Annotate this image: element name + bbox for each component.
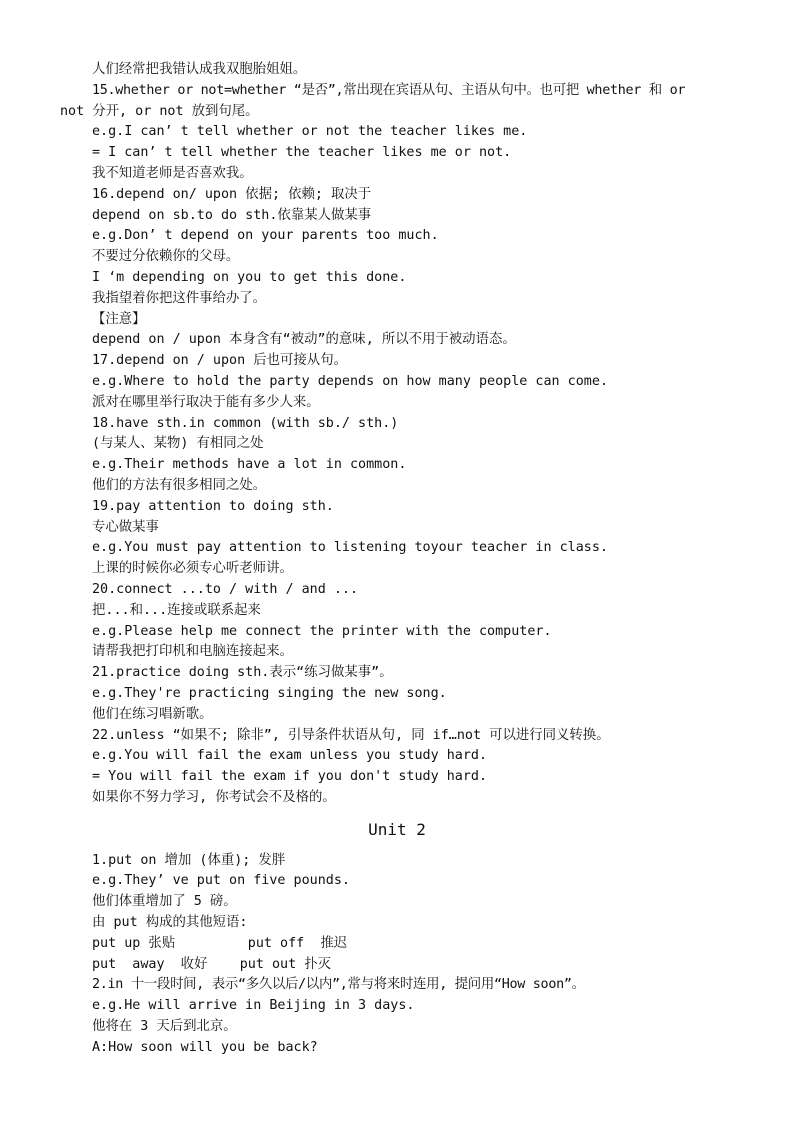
text-line: 上课的时候你必须专心听老师讲。 <box>92 561 293 577</box>
text-line: 派对在哪里举行取决于能有多少人来。 <box>92 394 320 410</box>
text-line: 2.in 十一段时间, 表示“多久以后/以内”,常与将来时连用, 提问用“How soon”。 <box>92 977 585 993</box>
text-line: depend on sb.to do sth.依靠某人做某事 <box>92 207 372 223</box>
text-line: 16.depend on/ upon 依据; 依赖; 取决于 <box>92 186 372 202</box>
text-line: 专心做某事 <box>92 519 159 535</box>
text-line: = You will fail the exam if you don't study hard. <box>92 769 488 785</box>
text-line: e.g.Where to hold the party depends on how many people can come. <box>92 373 608 389</box>
document-body <box>0 60 794 1059</box>
text-line: not 分开, or not 放到句尾。 <box>60 103 259 119</box>
text-line: e.g.Don’ t depend on your parents too much. <box>92 228 439 244</box>
text-line: 不要过分依赖你的父母。 <box>92 249 240 265</box>
text-line: e.g.They're practicing singing the new song. <box>92 685 447 701</box>
text-line: e.g.You must pay attention to listening toyour teacher in class. <box>92 540 608 556</box>
text-line: (与某人、某物) 有相同之处 <box>92 436 264 452</box>
text-line: put up 张贴 put off 推迟 <box>92 935 348 951</box>
text-line: 我不知道老师是否喜欢我。 <box>92 165 253 181</box>
text-line: 20.connect ...to / with / and ... <box>92 581 359 597</box>
text-line: e.g.You will fail the exam unless you study hard. <box>92 748 488 764</box>
text-line: 由 put 构成的其他短语: <box>92 915 248 931</box>
text-line: A:How soon will you be back? <box>92 1039 318 1055</box>
text-line: 15.whether or not=whether “是否”,常出现在宾语从句、主语从句中。也可把 whether 和 or <box>92 82 686 98</box>
text-line: 21.practice doing sth.表示“练习做某事”。 <box>92 665 393 681</box>
text-line: e.g.Their methods have a lot in common. <box>92 457 407 473</box>
text-line: 19.pay attention to doing sth. <box>92 498 334 514</box>
text-line: 把...和...连接或联系起来 <box>92 602 261 618</box>
section-heading: Unit 2 <box>368 819 426 839</box>
text-line: depend on / upon 本身含有“被动”的意味, 所以不用于被动语态。 <box>92 332 516 348</box>
text-line: 22.unless “如果不; 除非”, 引导条件状语从句, 同 if…not 可以进行同义转换。 <box>92 727 610 743</box>
text-line: 如果你不努力学习, 你考试会不及格的。 <box>92 789 336 805</box>
text-line: 人们经常把我错认成我双胞胎姐姐。 <box>92 62 307 77</box>
text-line: e.g.I can’ t tell whether or not the teacher likes me. <box>92 124 528 140</box>
text-line: e.g.Please help me connect the printer with the computer. <box>92 623 552 639</box>
text-line: put away 收好 put out 扑灭 <box>92 956 331 972</box>
text-line: 18.have sth.in common (with sb./ sth.) <box>92 415 399 431</box>
text-line: = I can’ t tell whether the teacher likes me or not. <box>92 145 512 161</box>
text-line: e.g.They’ ve put on five pounds. <box>92 873 350 889</box>
text-line: I ‘m depending on you to get this done. <box>92 269 407 285</box>
text-line: 【注意】 <box>92 311 146 327</box>
text-line: e.g.He will arrive in Beijing in 3 days. <box>92 998 415 1014</box>
text-line: 他们在练习唱新歌。 <box>92 706 213 722</box>
text-line: 他们的方法有很多相同之处。 <box>92 477 267 493</box>
text-line: 他们体重增加了 5 磅。 <box>92 894 237 910</box>
text-line: 请帮我把打印机和电脑连接起来。 <box>92 644 293 660</box>
text-line: 他将在 3 天后到北京。 <box>92 1019 237 1035</box>
text-line: 我指望着你把这件事给办了。 <box>92 290 267 306</box>
text-line: 1.put on 增加 (体重); 发胖 <box>92 852 286 868</box>
text-line: 17.depend on / upon 后也可接从句。 <box>92 353 347 369</box>
